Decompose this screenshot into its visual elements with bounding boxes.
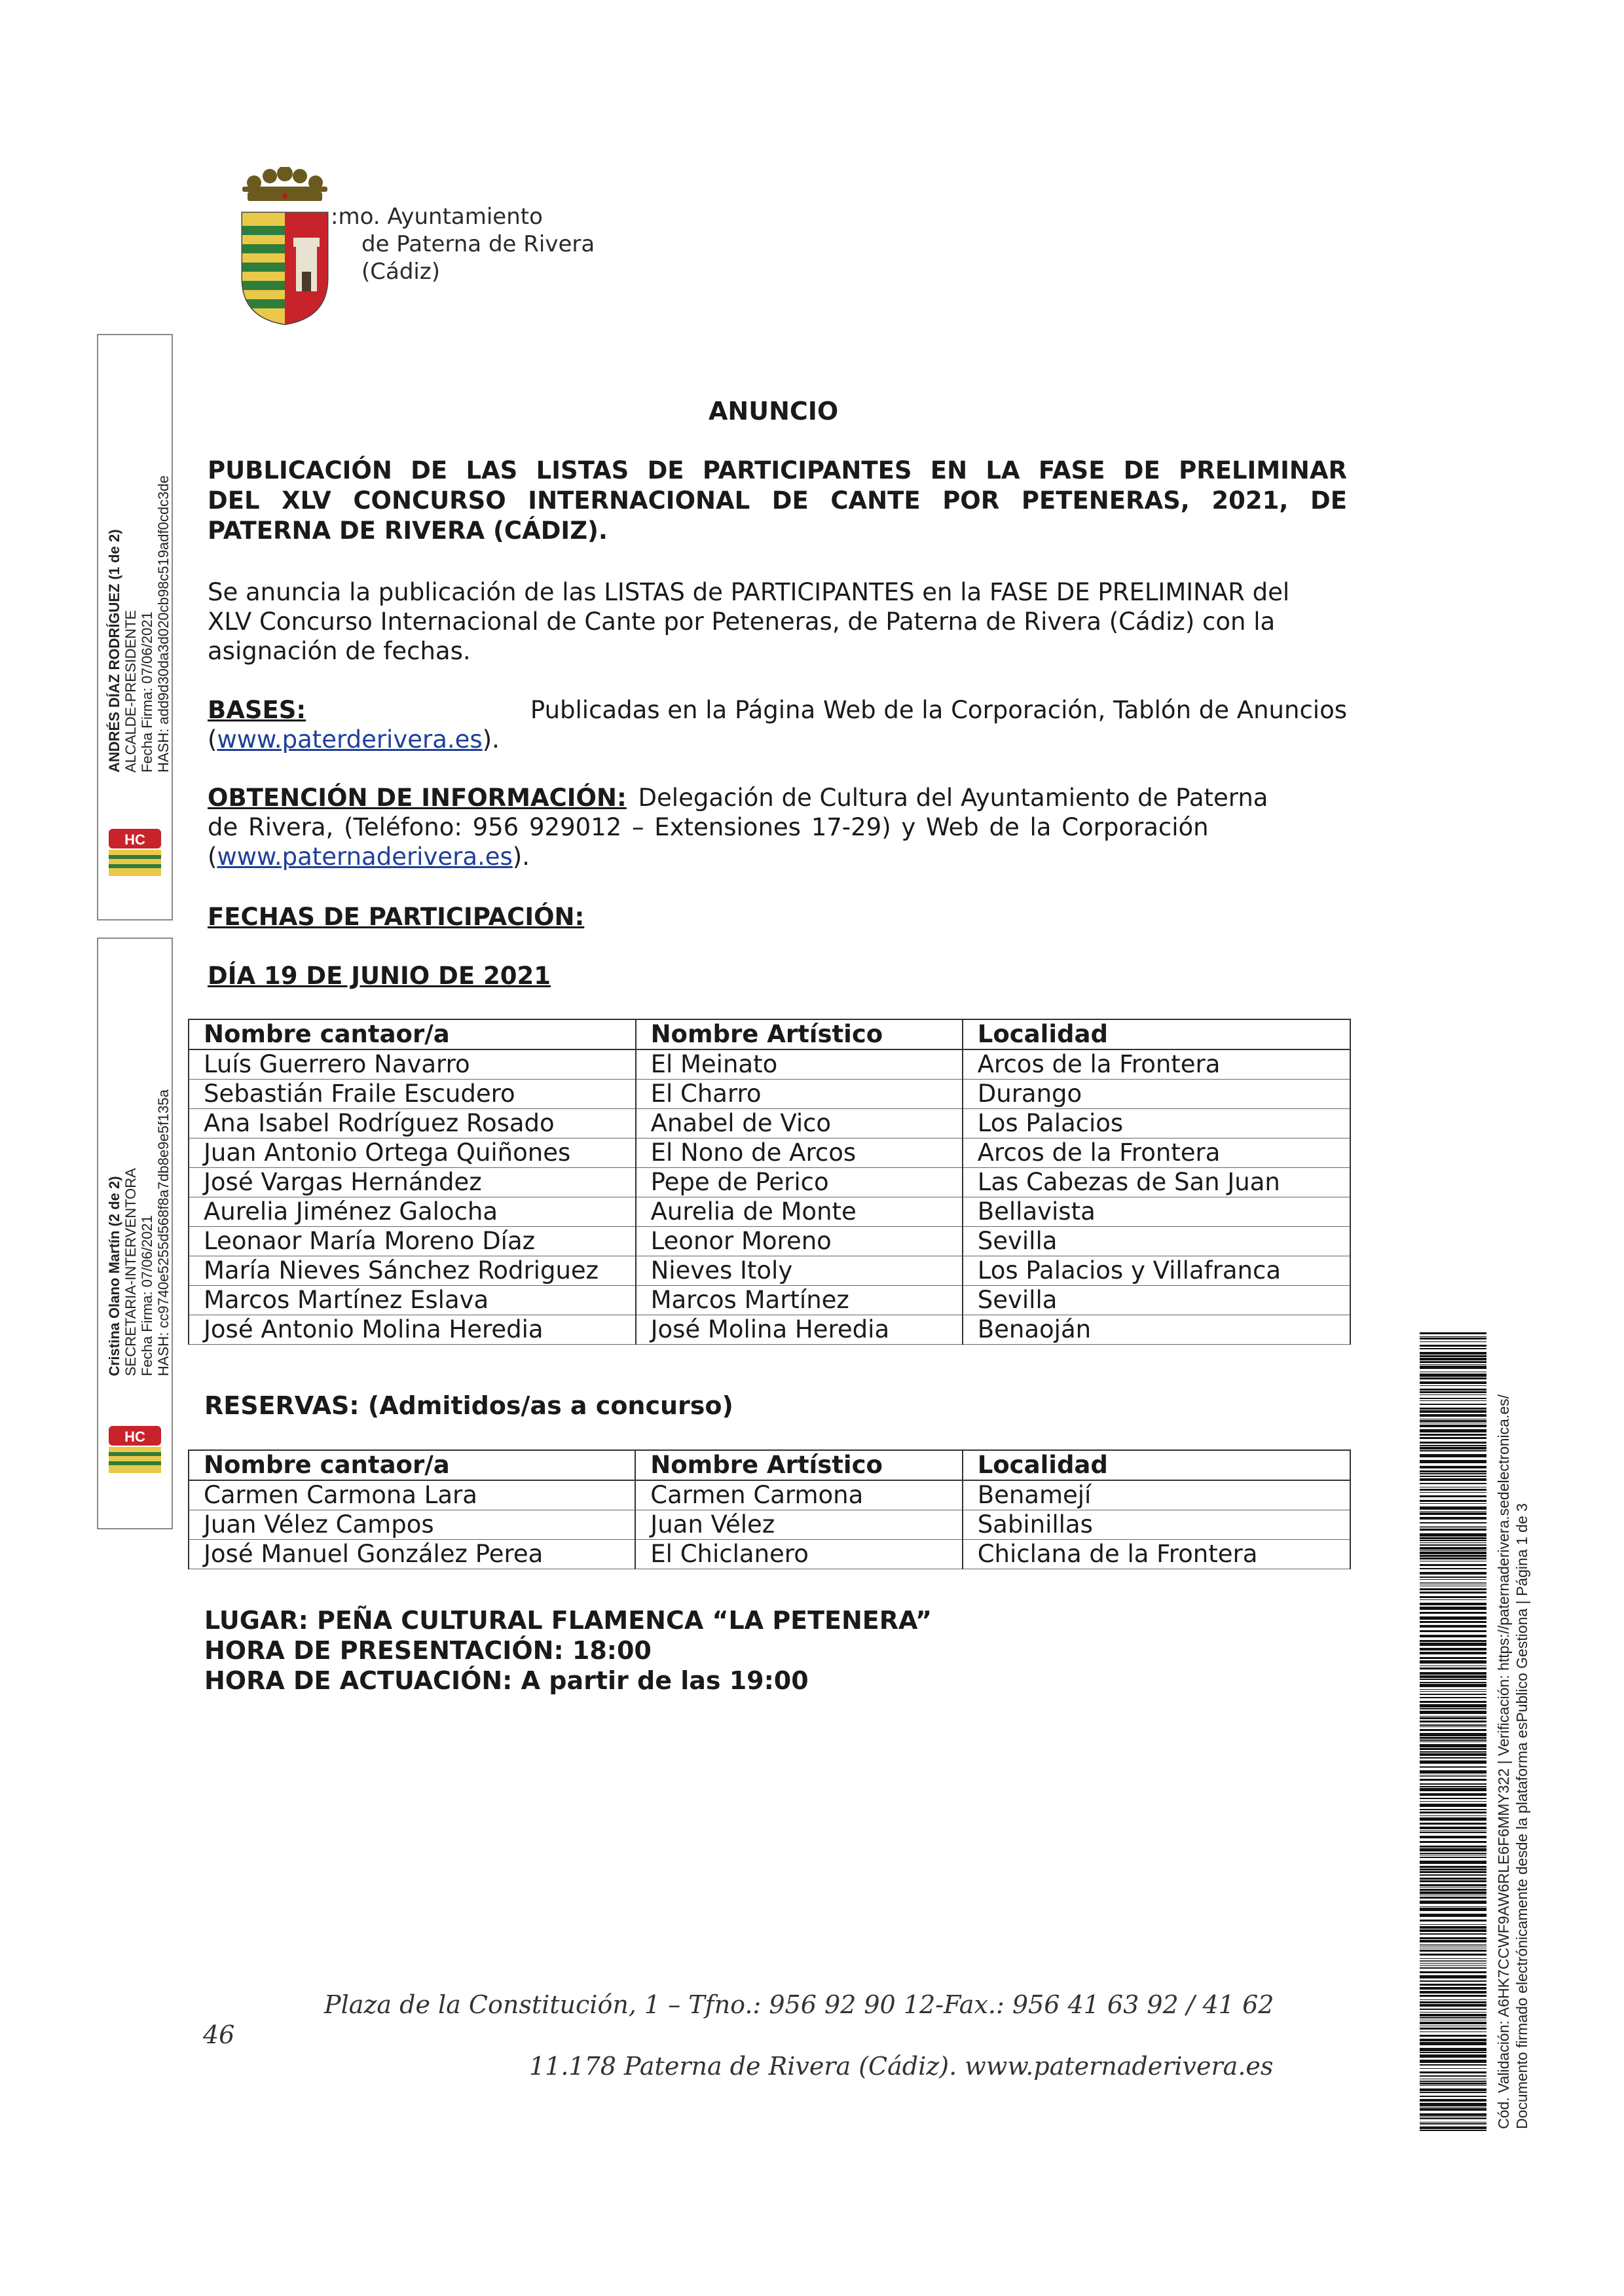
- open-paren: (: [208, 843, 217, 871]
- table-row: [189, 1049, 1350, 1080]
- cell-name: Sebastián Fraile Escudero: [189, 1080, 636, 1109]
- cell-artistic: El Chiclanero: [635, 1540, 962, 1569]
- signature-hash: HASH: cc9740e5255d568f8a7db8e9e5f135a: [155, 1089, 172, 1376]
- cell-name: Juan Antonio Ortega Quiñones: [189, 1139, 636, 1168]
- cell-artistic: Anabel de Vico: [636, 1109, 963, 1139]
- footer-address-2: 11.178 Paterna de Rivera (Cádiz). www.paternaderivera.es: [529, 2052, 1274, 2081]
- announcement-title: [208, 456, 1347, 546]
- table-row: [189, 1256, 1350, 1286]
- cell-artistic: El Nono de Arcos: [636, 1139, 963, 1168]
- table-row: [189, 1540, 1350, 1569]
- table-row: [189, 1139, 1350, 1168]
- intro-line: XLV Concurso Internacional de Cante por Peteneras, de Paterna de Rivera (Cádiz) con la: [208, 608, 1276, 636]
- cell-artistic: Carmen Carmona: [635, 1480, 962, 1510]
- signature-seal-icon: [103, 826, 166, 880]
- cell-name: Ana Isabel Rodríguez Rosado: [189, 1109, 636, 1139]
- cell-locality: Los Palacios: [963, 1109, 1350, 1139]
- table-row: [189, 1480, 1350, 1510]
- cell-name: Juan Vélez Campos: [189, 1510, 635, 1540]
- col-header-artistic: Nombre Artístico: [635, 1450, 962, 1480]
- dates-label: FECHAS DE PARTICIPACIÓN:: [208, 903, 585, 931]
- bases-end: ).: [482, 725, 500, 754]
- info-end: ).: [512, 843, 530, 871]
- bases-label: BASES:: [208, 696, 306, 724]
- table-row: [189, 1315, 1350, 1345]
- cell-locality: Sevilla: [963, 1286, 1350, 1315]
- signature-seal-icon: [103, 1423, 166, 1477]
- cell-artistic: Leonor Moreno: [636, 1227, 963, 1256]
- cell-name: Aurelia Jiménez Galocha: [189, 1197, 636, 1227]
- day-label: DÍA 19 DE JUNIO DE 2021: [208, 962, 551, 990]
- municipal-crest-icon: [236, 167, 334, 327]
- signer-name: Cristina Olano Martín (2 de 2): [106, 1176, 122, 1376]
- table-row: [189, 1227, 1350, 1256]
- signature-block-1: [106, 475, 172, 773]
- presentation-time: HORA DE PRESENTACIÓN: 18:00: [204, 1636, 652, 1665]
- cell-locality: Bellavista: [963, 1197, 1350, 1227]
- table-row: [189, 1197, 1350, 1227]
- participants-table: [188, 1019, 1351, 1345]
- reserves-label: RESERVAS: (Admitidos/as a concurso): [204, 1391, 733, 1420]
- intro-line: Se anuncia la publicación de las LISTAS de PARTICIPANTES en la FASE DE PRELIMINAR del: [208, 578, 1290, 606]
- barcode-icon: [1420, 1332, 1486, 2131]
- table-header-row: [189, 1450, 1350, 1480]
- cell-locality: Arcos de la Frontera: [963, 1139, 1350, 1168]
- cell-artistic: Juan Vélez: [635, 1510, 962, 1540]
- title-line: PUBLICACIÓN DE LAS LISTAS DE PARTICIPANTES EN LA FASE DE PRELIMINAR: [208, 456, 1347, 484]
- org-name-line3: (Cádiz): [361, 259, 440, 285]
- cell-artistic: El Meinato: [636, 1049, 963, 1080]
- svg-text:HC: HC: [124, 1429, 145, 1445]
- cell-artistic: Aurelia de Monte: [636, 1197, 963, 1227]
- col-header-locality: Localidad: [963, 1019, 1350, 1049]
- table-row: [189, 1168, 1350, 1197]
- table-row: [189, 1286, 1350, 1315]
- bases-link[interactable]: www.paterderivera.es: [217, 725, 483, 754]
- cell-locality: Los Palacios y Villafranca: [963, 1256, 1350, 1286]
- reserves-table: [188, 1449, 1351, 1569]
- col-header-name: Nombre cantaor/a: [189, 1450, 635, 1480]
- cell-locality: Benaoján: [963, 1315, 1350, 1345]
- col-header-artistic: Nombre Artístico: [636, 1019, 963, 1049]
- table-row: [189, 1080, 1350, 1109]
- performance-time: HORA DE ACTUACIÓN: A partir de las 19:00: [204, 1666, 809, 1695]
- info-line2: de Rivera, (Teléfono: 956 929012 – Extensiones 17-29) y Web de la Corporación: [208, 813, 1209, 841]
- cell-locality: Sevilla: [963, 1227, 1350, 1256]
- intro-paragraph: [208, 577, 1347, 666]
- signer-role: ALCALDE-PRESIDENTE: [122, 610, 139, 773]
- org-name-line1: :mo. Ayuntamiento: [331, 204, 543, 230]
- cell-name: José Antonio Molina Heredia: [189, 1315, 636, 1345]
- bases-text: Publicadas en la Página Web de la Corporación, Tablón de Anuncios: [530, 696, 1347, 724]
- bases-section: [208, 695, 1347, 754]
- org-name-line2: de Paterna de Rivera: [361, 231, 595, 257]
- cell-name: María Nieves Sánchez Rodriguez: [189, 1256, 636, 1286]
- venue-info: [204, 1605, 932, 1696]
- cell-artistic: Nieves Itoly: [636, 1256, 963, 1286]
- info-text: Delegación de Cultura del Ayuntamiento de Paterna: [638, 784, 1268, 812]
- table-row: [189, 1510, 1350, 1540]
- footer-address: Plaza de la Constitución, 1 – Tfno.: 956 92 90 12-Fax.: 956 41 63 92 / 41 62: [324, 1990, 1274, 2019]
- cell-locality: Arcos de la Frontera: [963, 1049, 1350, 1080]
- cell-name: Leonaor María Moreno Díaz: [189, 1227, 636, 1256]
- col-header-locality: Localidad: [963, 1450, 1350, 1480]
- signature-box-1: [97, 334, 173, 920]
- intro-line: asignación de fechas.: [208, 637, 471, 665]
- cell-name: José Vargas Hernández: [189, 1168, 636, 1197]
- signer-name: ANDRÉS DÍAZ RODRÍGUEZ (1 de 2): [106, 529, 122, 773]
- signer-role: SECRETARIA-INTERVENTORA: [122, 1168, 139, 1376]
- cell-locality: Las Cabezas de San Juan: [963, 1168, 1350, 1197]
- page-heading: ANUNCIO: [709, 397, 839, 426]
- signature-box-2: [97, 938, 173, 1529]
- cell-artistic: El Charro: [636, 1080, 963, 1109]
- cell-locality: Sabinillas: [963, 1510, 1350, 1540]
- cell-locality: Chiclana de la Frontera: [963, 1540, 1350, 1569]
- signature-hash: HASH: add9d30da3d020cb98c519adf0cdc3de: [155, 475, 172, 773]
- info-label: OBTENCIÓN DE INFORMACIÓN:: [208, 784, 627, 812]
- venue-line: LUGAR: PEÑA CULTURAL FLAMENCA “LA PETENERA”: [204, 1606, 932, 1635]
- title-line: PATERNA DE RIVERA (CÁDIZ).: [208, 517, 608, 545]
- cell-artistic: Pepe de Perico: [636, 1168, 963, 1197]
- validation-code: Cód. Validación: A6HK7CCWF9AW6RLE6F6MMY322 | Verificación: https://paternaderivera.sedelectronica.es/: [1495, 1394, 1512, 2129]
- signature-block-2: [106, 1089, 172, 1376]
- title-line: DEL XLV CONCURSO INTERNACIONAL DE CANTE POR PETENERAS, 2021, DE: [208, 486, 1347, 515]
- cell-name: Carmen Carmona Lara: [189, 1480, 635, 1510]
- signature-date: Fecha Firma: 07/06/2021: [139, 611, 155, 773]
- cell-artistic: José Molina Heredia: [636, 1315, 963, 1345]
- table-header-row: [189, 1019, 1350, 1049]
- validation-note: Documento firmado electrónicamente desde la plataforma esPublico Gestiona | Página 1 de 3: [1513, 1503, 1530, 2129]
- open-paren: (: [208, 725, 217, 754]
- cell-name: José Manuel González Perea: [189, 1540, 635, 1569]
- cell-name: Luís Guerrero Navarro: [189, 1049, 636, 1080]
- info-link[interactable]: www.paternaderivera.es: [217, 843, 513, 871]
- info-section: [208, 783, 1347, 871]
- cell-locality: Benamejí: [963, 1480, 1350, 1510]
- svg-text:HC: HC: [124, 831, 145, 848]
- signature-date: Fecha Firma: 07/06/2021: [139, 1215, 155, 1376]
- col-header-name: Nombre cantaor/a: [189, 1019, 636, 1049]
- cell-locality: Durango: [963, 1080, 1350, 1109]
- cell-artistic: Marcos Martínez: [636, 1286, 963, 1315]
- page-number: 46: [203, 2020, 235, 2049]
- cell-name: Marcos Martínez Eslava: [189, 1286, 636, 1315]
- table-row: [189, 1109, 1350, 1139]
